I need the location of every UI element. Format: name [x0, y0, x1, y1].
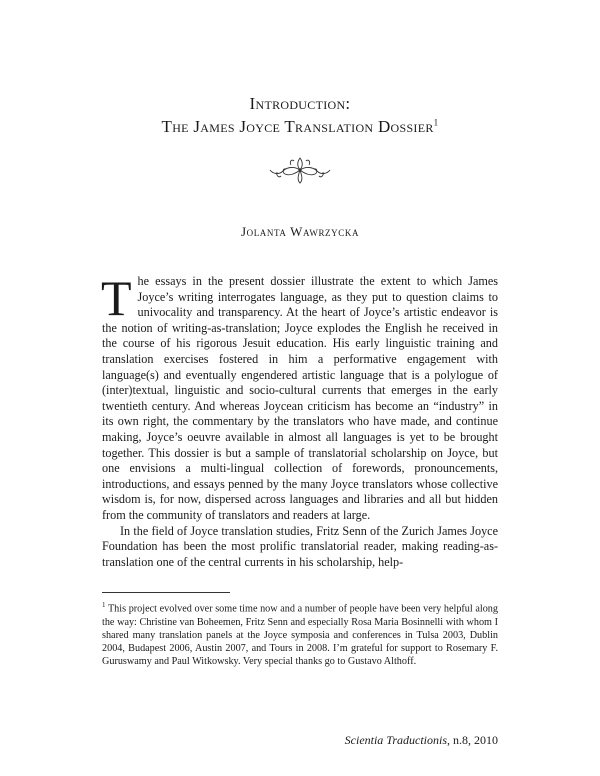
footnote-mark: 1	[102, 601, 106, 609]
journal-issue: , n.8, 2010	[447, 733, 498, 747]
title-dossier: The James Joyce Translation Dossier	[161, 117, 434, 136]
body-text	[101, 270, 498, 570]
paragraph-1	[101, 270, 498, 524]
journal-footer	[345, 733, 498, 748]
title-footnote-mark: 1	[433, 117, 439, 128]
fleuron-ornament-icon	[267, 152, 333, 188]
title-line-2	[0, 117, 600, 137]
footnote-divider	[102, 592, 230, 593]
drop-cap: T	[101, 270, 132, 326]
title-introduction: Introduction:	[249, 94, 351, 113]
footnote	[102, 599, 498, 668]
paragraph-1-text: he essays in the present dossier illustrate the extent to which James Joyce’s writing interrogates language, as they put to question claims to univocality and transparency. At the heart of Joyce’s artistic endeavor is the notion of writing-as-translation; Joyce explodes the English he received in the course of his rigorous Jesuit education. His early linguistic training and translation exercises fostered in him a performative engagement with language(s) and eventually engendered artistic language that is a polylogue of (inter)textual, linguistic and socio-cultural currents that emerges in the early twentieth century. And whereas Joycean criticism has become an “industry” in its own right, the commentary by the translators who have made, and continue making, Joyce’s oeuvre available in almost all languages is yet to be brought together. This dossier is but a sample of translatorial scholarship on Joyce, but one envisions a multi-lingual collection of forewords, pronouncements, introductions, and essays penned by the many Joyce translators whose collective wisdom is, for now, dispersed across languages and libraries and all but hidden from the community of translators and readers at large.	[102, 274, 498, 522]
author-name: Jolanta Wawrzycka	[240, 224, 360, 239]
footnote-text: This project evolved over some time now and a number of people have been very helpful along the way: Christine van Boheemen, Fritz Senn and especially Rosa Maria Bosinnelli with whom I shared many translation panels at the Joyce symposia and conferences in Tulsa 2003, Dublin 2004, Budapest 2006, Austin 2007, and Tours in 2008. I’m grateful for support to Rosemary F. Guruswamy and Paul Witkowsky. Very special thanks go to Gustavo Althoff.	[102, 603, 498, 668]
paragraph-2: In the field of Joyce translation studies, Fritz Senn of the Zurich James Joyce Foundation has been the most prolific translatorial reader, making reading-as-translation one of the central currents in his scholarship, help-	[102, 523, 498, 569]
title-line-1	[0, 94, 600, 114]
journal-name: Scientia Traductionis	[344, 733, 447, 747]
